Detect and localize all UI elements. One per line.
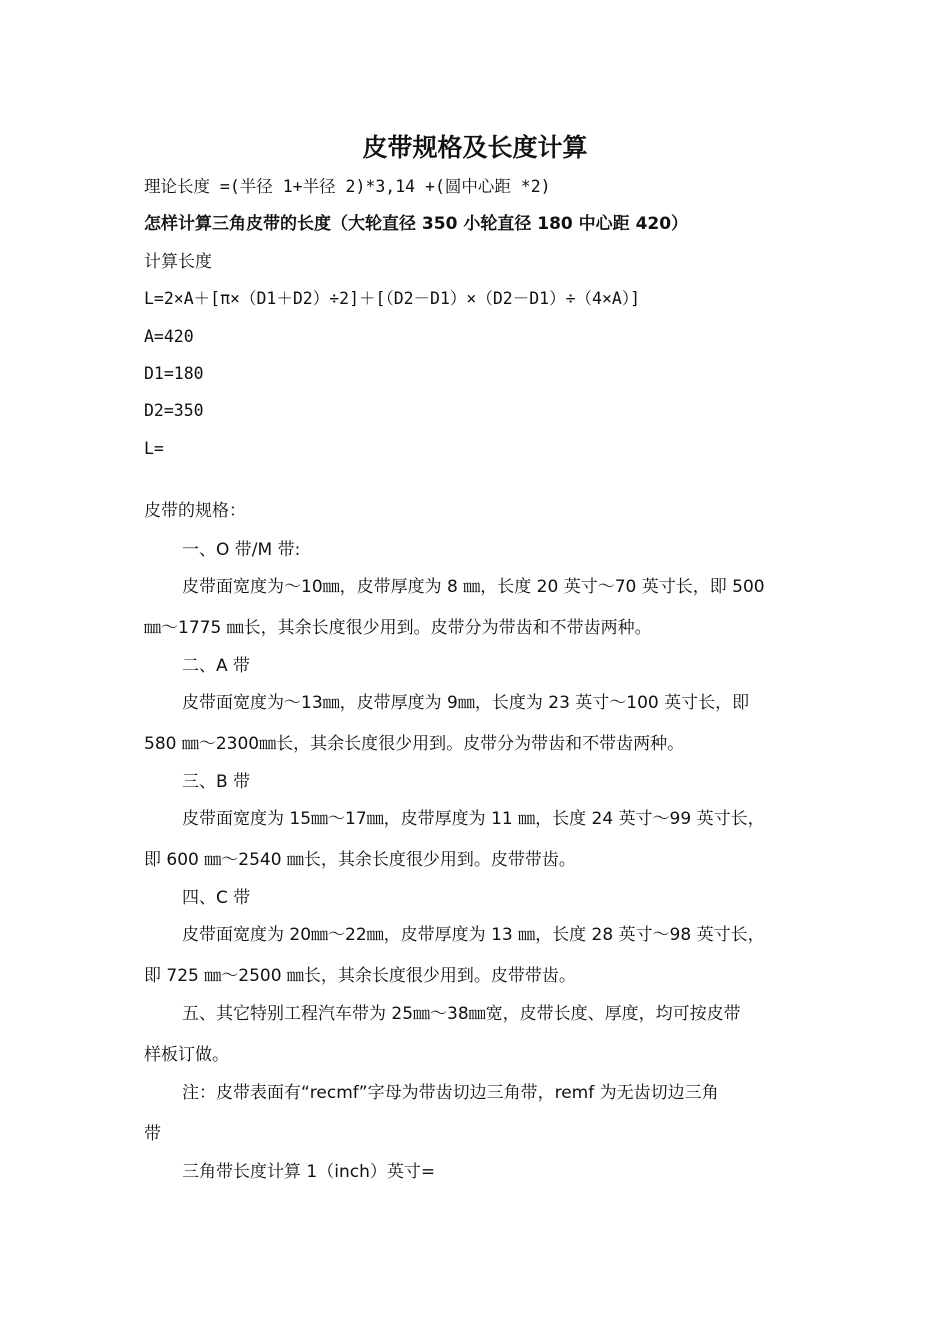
variable-a: A=420 xyxy=(144,327,194,346)
variable-l: L= xyxy=(144,439,164,458)
theory-formula: 理论长度 =(半径 1+半径 2)*3,14 +(圆中心距 *2) xyxy=(144,177,551,196)
length-formula: L=2×A＋[π×（D1＋D2）÷2]＋[（D2－D1）×（D2－D1）÷（4×A）] xyxy=(144,289,641,308)
section-1-line-2: ㎜～1775 ㎜长，其余长度很少用到。皮带分为带齿和不带齿两种。 xyxy=(144,618,652,638)
section-5-line-2: 样板订做。 xyxy=(144,1045,229,1065)
section-4-line-1: 皮带面宽度为 20㎜～22㎜，皮带厚度为 13 ㎜，长度 28 英寸～98 英寸长， xyxy=(182,925,765,945)
section-3-line-2: 即 600 ㎜～2540 ㎜长，其余长度很少用到。皮带带齿。 xyxy=(144,850,576,870)
section-3-line-1: 皮带面宽度为 15㎜～17㎜，皮带厚度为 11 ㎜，长度 24 英寸～99 英寸长， xyxy=(182,809,765,829)
section-2-title: 二、A 带 xyxy=(182,656,251,676)
note-line-1: 注：皮带表面有“recmf”字母为带齿切边三角带，remf 为无齿切边三角 xyxy=(182,1083,719,1103)
section-1-line-1: 皮带面宽度为～10㎜，皮带厚度为 8 ㎜，长度 20 英寸～70 英寸长，即 500 xyxy=(182,577,765,597)
section-3-title: 三、B 带 xyxy=(182,772,251,792)
calc-label: 计算长度 xyxy=(144,252,212,272)
section-2-line-1: 皮带面宽度为～13㎜，皮带厚度为 9㎜，长度为 23 英寸～100 英寸长，即 xyxy=(182,693,750,713)
note-line-2: 带 xyxy=(144,1124,161,1144)
inch-line: 三角带长度计算 1（inch）英寸= xyxy=(182,1162,436,1182)
variable-d2: D2=350 xyxy=(144,401,204,420)
section-5-line-1: 五、其它特别工程汽车带为 25㎜～38㎜宽，皮带长度、厚度，均可按皮带 xyxy=(182,1004,741,1024)
section-4-line-2: 即 725 ㎜～2500 ㎜长，其余长度很少用到。皮带带齿。 xyxy=(144,966,576,986)
spec-heading: 皮带的规格： xyxy=(144,501,246,521)
question-heading: 怎样计算三角皮带的长度（大轮直径 350 小轮直径 180 中心距 420） xyxy=(144,214,689,234)
section-1-title: 一、O 带/M 带: xyxy=(182,540,301,560)
document-title: 皮带规格及长度计算 xyxy=(362,133,588,162)
section-4-title: 四、C 带 xyxy=(182,888,251,908)
variable-d1: D1=180 xyxy=(144,364,204,383)
section-2-line-2: 580 ㎜～2300㎜长，其余长度很少用到。皮带分为带齿和不带齿两种。 xyxy=(144,734,685,754)
